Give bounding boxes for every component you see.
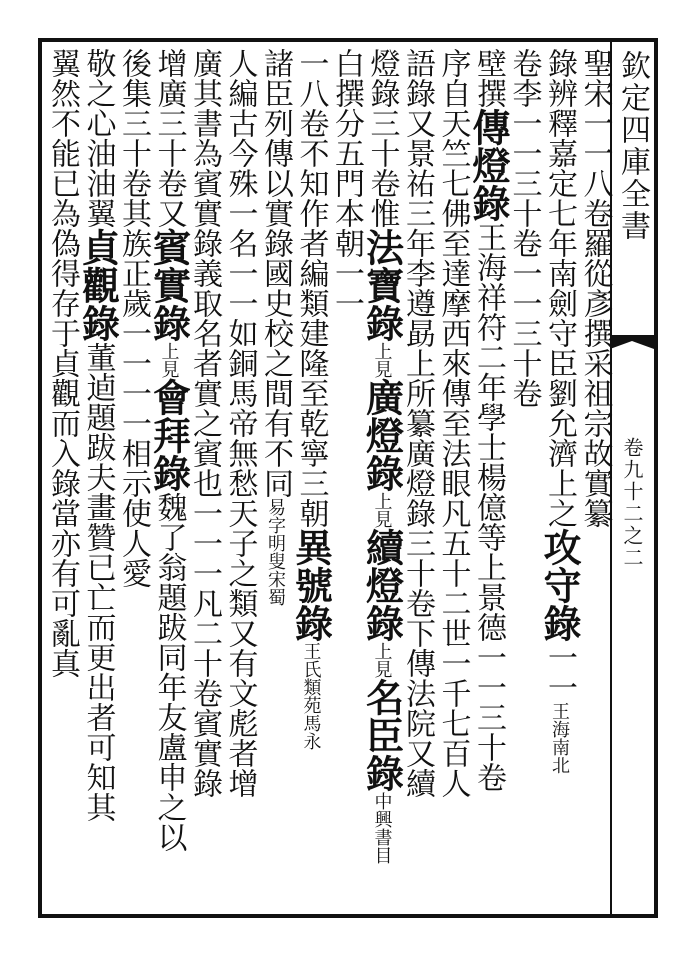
- text-column: [220, 48, 260, 798]
- book-title: 欽定四庫全書: [615, 50, 650, 242]
- text-column: [255, 48, 295, 606]
- body-text: 一: [542, 672, 577, 702]
- body-text: 一: [506, 288, 542, 318]
- entry-title: 攻守錄: [537, 528, 582, 642]
- body-text: 一: [471, 672, 506, 702]
- body-text: 一: [222, 198, 258, 228]
- annotation-text: 中興書目: [371, 792, 393, 864]
- annotation-text: 上: [371, 342, 393, 360]
- text-column: [146, 48, 192, 852]
- text-column: [433, 48, 473, 798]
- annotation-text: 上: [371, 492, 393, 510]
- body-text: 一: [471, 642, 506, 672]
- annotation-text: 王氏類苑馬永: [300, 642, 322, 750]
- body-text: 一: [506, 108, 542, 138]
- page-frame: [38, 38, 658, 918]
- annotation-text: 見: [371, 360, 393, 378]
- body-text: 為偽得存于貞觀而入錄當亦有可亂真: [45, 198, 80, 678]
- body-text: 魏了翁題跋同年友盧申之以: [151, 492, 187, 852]
- body-text: 增廣三十卷又: [151, 48, 187, 228]
- body-text: 一: [506, 138, 542, 168]
- body-text: 一: [577, 108, 613, 138]
- annotation-text: 見: [371, 510, 393, 528]
- body-text: 一: [506, 258, 542, 288]
- body-text: 一: [116, 408, 151, 438]
- body-text: 人編古今殊: [222, 48, 258, 198]
- text-column: [575, 48, 615, 528]
- body-text: 語錄又景祐三年李遵勗上所纂廣燈錄三十卷下傳法院又續: [400, 48, 435, 798]
- annotation-text: 上: [371, 642, 393, 660]
- body-text: 一: [116, 348, 151, 378]
- entry-title: 賓實錄: [146, 228, 192, 342]
- entry-title: 法寶錄: [359, 228, 405, 342]
- body-text: 一: [187, 528, 222, 558]
- body-text: 廣其書為賓實錄義取名者實之賓也: [187, 48, 222, 498]
- body-text: 壁撰: [471, 48, 506, 108]
- annotation-text: 易字明叟宋蜀: [265, 498, 286, 606]
- body-text: 八卷羅從彥撰采祖宗故實纂: [577, 168, 613, 528]
- annotation-text: 上: [158, 342, 180, 360]
- body-text: 諸臣列傳以實錄國史校之間有不同: [258, 48, 293, 498]
- body-text: 三十卷: [506, 318, 542, 408]
- text-column: [75, 48, 121, 822]
- body-text: 後集三十卷: [116, 48, 151, 198]
- text-column: [326, 48, 366, 318]
- text-column: [288, 48, 334, 750]
- text-column: [537, 48, 582, 774]
- volume-label: 卷九十二之二: [620, 437, 644, 569]
- body-text: 一: [542, 642, 577, 672]
- entry-title: 貞觀錄: [75, 228, 121, 342]
- fishtail-mark: [610, 327, 654, 367]
- body-text: 凡二十卷賓實錄: [187, 588, 222, 798]
- text-column: [504, 48, 544, 408]
- entry-title: 傳燈錄: [466, 108, 511, 222]
- annotation-text: 見: [371, 660, 393, 678]
- text-column: [359, 48, 405, 864]
- body-text: 王海祥符二年學士楊億等上景德: [471, 222, 506, 642]
- body-text: 序自天竺七佛至達摩西來傳至法眼凡五十二世一千七百人: [435, 48, 471, 798]
- body-text: 一: [116, 378, 151, 408]
- body-text: 三十卷: [471, 702, 506, 792]
- margin-strip: [610, 42, 654, 914]
- body-text: 白撰分五門: [329, 48, 364, 198]
- entry-title: 異號錄: [288, 528, 334, 642]
- body-text: 一八卷不知作者編類建隆至乾寧三朝: [293, 48, 329, 528]
- body-text: 燈錄三十卷惟: [364, 48, 400, 228]
- entry-title: 續燈錄: [359, 528, 405, 642]
- body-text: 一: [187, 558, 222, 588]
- annotation-text: 王海南北: [549, 702, 570, 774]
- body-text: 翼然不能已: [45, 48, 80, 198]
- body-text: 一: [187, 498, 222, 528]
- text-column: [466, 48, 511, 792]
- body-text: 本朝: [329, 198, 364, 258]
- body-text: 一: [116, 318, 151, 348]
- body-text: 相示使人愛: [116, 438, 151, 588]
- body-text: 一: [329, 258, 364, 288]
- body-text: 卷李: [506, 48, 542, 108]
- body-text: 其族正歲: [116, 198, 151, 318]
- body-text: 三十卷: [506, 168, 542, 258]
- body-text: 敬之心油油翼: [80, 48, 116, 228]
- annotation-text: 見: [158, 360, 180, 378]
- entry-title: 名臣錄: [359, 678, 405, 792]
- body-text: 錄辨釋嘉定七年南劍守臣劉允濟上之: [542, 48, 577, 528]
- text-column: [42, 48, 82, 678]
- entry-title: 會拜錄: [146, 378, 192, 492]
- body-text: 名: [222, 228, 258, 258]
- entry-title: 廣燈錄: [359, 378, 405, 492]
- body-text: 一: [222, 258, 258, 288]
- body-text: 聖宋: [577, 48, 613, 108]
- body-text: 如銅馬帝無愁天子之類又有文彪者增: [222, 318, 258, 798]
- body-text: 一: [577, 138, 613, 168]
- body-text: 董逌題跋夫畫贊已亡而更出者可知其: [80, 342, 116, 822]
- body-text: 一: [329, 288, 364, 318]
- body-text: 一: [222, 288, 258, 318]
